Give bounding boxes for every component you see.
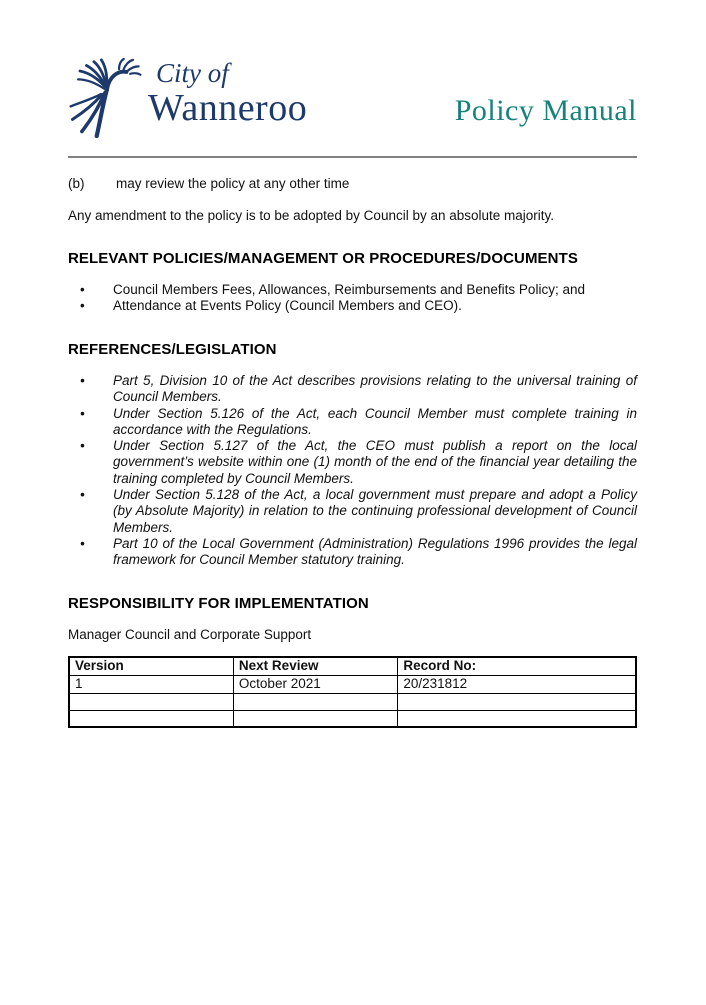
list-item-text: Part 10 of the Local Government (Administration) Regulations 1996 provides the legal framework for Council Member statutory training. xyxy=(113,535,637,568)
logo-city-of: City of xyxy=(156,58,229,88)
table-row xyxy=(69,693,636,710)
list-item xyxy=(68,487,637,536)
list-item-text: Under Section 5.127 of the Act, the CEO must publish a report on the local government’s website within one (1) month of the end of the financial year detailing the training completed by Council Members. xyxy=(113,438,637,486)
version-table xyxy=(68,656,637,729)
responsibility-text: Manager Council and Corporate Support xyxy=(68,627,312,643)
cell-record-no: 20/231812 xyxy=(398,675,636,693)
page-title: Policy Manual xyxy=(454,94,637,127)
cell-version: 1 xyxy=(69,675,233,693)
clause-text: may review the policy at any other time xyxy=(116,176,350,191)
cell-next-review xyxy=(233,693,397,710)
cell-next-review: October 2021 xyxy=(233,675,397,693)
document-header xyxy=(68,58,637,158)
clause-b xyxy=(68,176,637,193)
bullet-icon: • xyxy=(80,535,85,551)
cell-next-review xyxy=(233,710,397,727)
list-item-text: Part 5, Division 10 of the Act describes provisions relating to the universal training of Council Members. xyxy=(113,373,637,405)
cell-record-no xyxy=(398,710,636,727)
document-body xyxy=(68,176,637,728)
cell-version xyxy=(69,693,233,710)
logo-wordmark xyxy=(148,60,307,127)
column-header-version: Version xyxy=(69,657,233,676)
list-item xyxy=(68,282,637,299)
table-row xyxy=(69,710,636,727)
references-list xyxy=(68,373,637,569)
cell-version xyxy=(69,710,233,727)
bullet-icon: • xyxy=(80,281,85,297)
bullet-icon: • xyxy=(80,298,85,313)
amendment-paragraph: Any amendment to the policy is to be adopted by Council by an absolute majority. xyxy=(68,207,555,223)
heading-references-legislation: REFERENCES/LEGISLATION xyxy=(68,340,277,358)
relevant-policies-list xyxy=(68,282,637,315)
list-item-text: Under Section 5.128 of the Act, a local government must prepare and adopt a Policy (by Absolute Majority) in relation to the continuing professional development of Council Members. xyxy=(113,487,637,535)
table-row xyxy=(69,675,636,693)
column-header-record-no: Record No: xyxy=(398,657,636,676)
list-item xyxy=(68,438,637,487)
column-header-next-review: Next Review xyxy=(233,657,397,676)
table-header-row xyxy=(69,657,636,676)
list-item-text: Under Section 5.126 of the Act, each Council Member must complete training in accordance with the Regulations. xyxy=(113,405,637,437)
heading-relevant-policies: RELEVANT POLICIES/MANAGEMENT OR PROCEDURES/DOCUMENTS xyxy=(68,250,578,267)
kangaroo-paw-icon xyxy=(68,58,144,138)
logo-wanneroo: Wanneroo xyxy=(148,87,308,129)
list-item-text: Council Members Fees, Allowances, Reimbursements and Benefits Policy; and xyxy=(113,281,585,297)
list-item xyxy=(68,298,637,315)
bullet-icon: • xyxy=(80,438,85,454)
bullet-icon: • xyxy=(80,405,85,421)
city-of-wanneroo-logo xyxy=(68,58,307,138)
list-item-text: Attendance at Events Policy (Council Members and CEO). xyxy=(113,298,462,313)
cell-record-no xyxy=(398,693,636,710)
bullet-icon: • xyxy=(80,487,85,503)
heading-responsibility: RESPONSIBILITY FOR IMPLEMENTATION xyxy=(68,594,369,612)
list-item xyxy=(68,373,637,406)
bullet-icon: • xyxy=(80,373,85,388)
list-item xyxy=(68,536,637,569)
clause-label: (b) xyxy=(68,176,85,191)
list-item xyxy=(68,406,637,439)
